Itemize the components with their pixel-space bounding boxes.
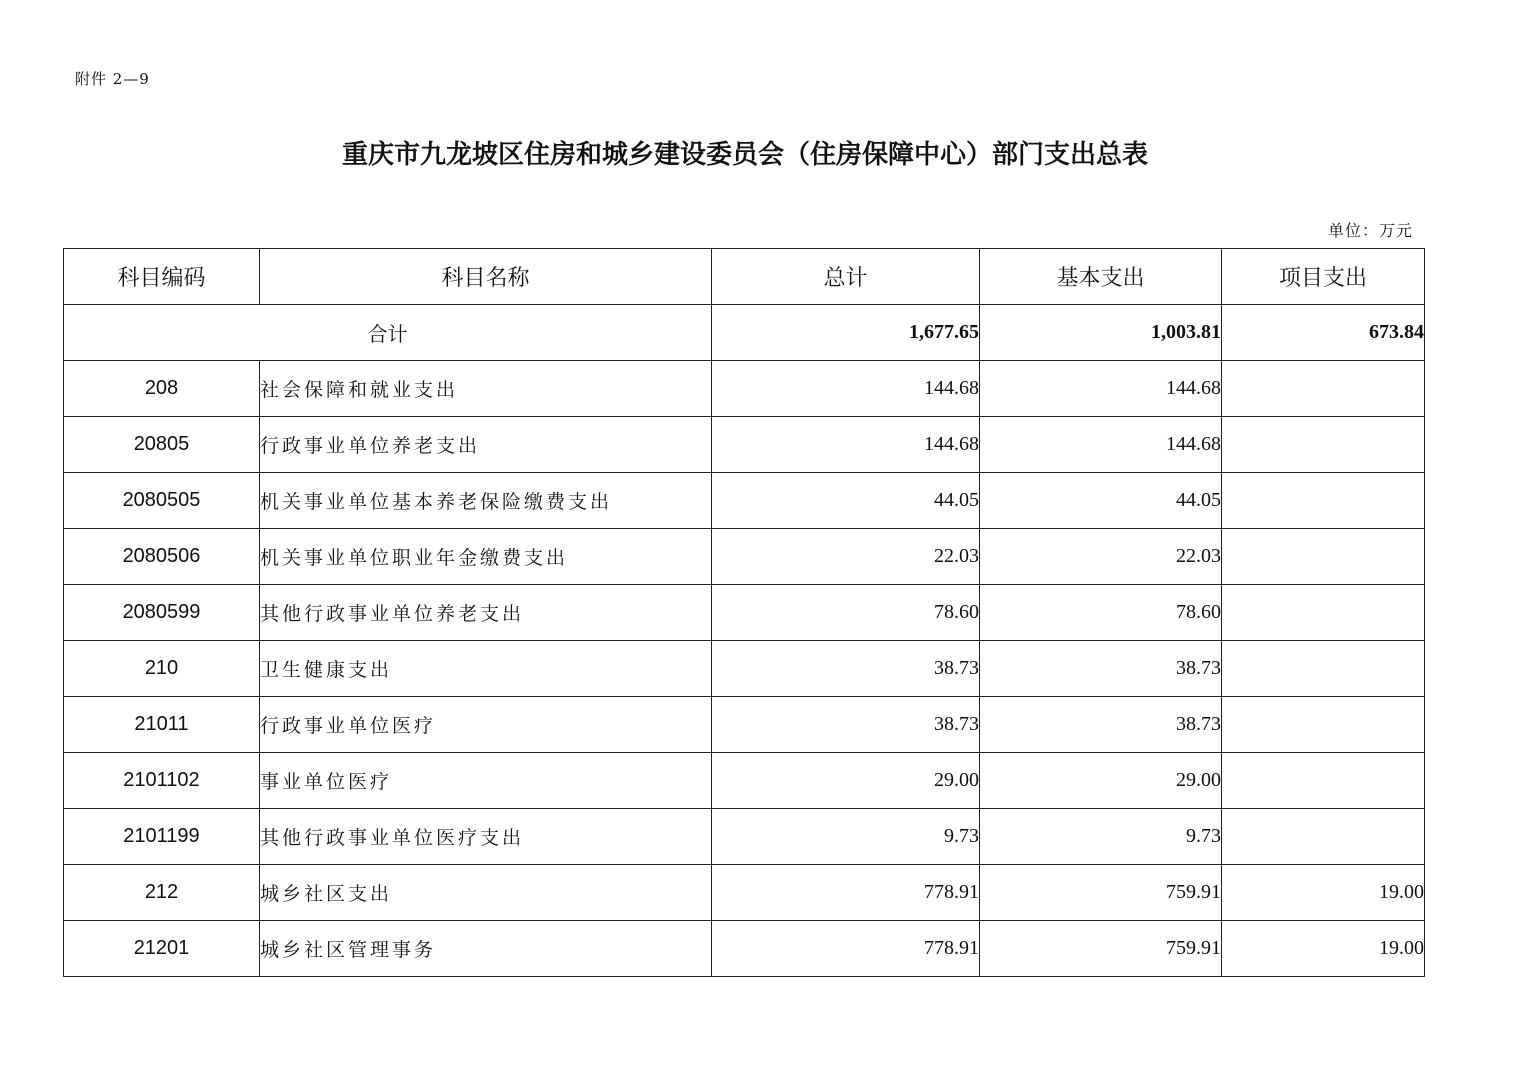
column-header-basic: 基本支出 [980, 249, 1222, 305]
table-row [64, 697, 1425, 753]
row-basic: 144.68 [980, 361, 1222, 417]
row-project [1222, 473, 1425, 529]
table-row [64, 417, 1425, 473]
row-total: 78.60 [712, 585, 980, 641]
table-row [64, 473, 1425, 529]
table-row [64, 641, 1425, 697]
row-project [1222, 809, 1425, 865]
page-title: 重庆市九龙坡区住房和城乡建设委员会（住房保障中心）部门支出总表 [341, 140, 1148, 170]
total-label: 合计 [64, 305, 712, 361]
row-total: 144.68 [712, 417, 980, 473]
row-name: 卫生健康支出 [260, 641, 712, 697]
row-basic: 9.73 [980, 809, 1222, 865]
row-basic: 759.91 [980, 865, 1222, 921]
row-project [1222, 361, 1425, 417]
row-basic: 759.91 [980, 921, 1222, 977]
column-header-code: 科目编码 [64, 249, 260, 305]
table-row [64, 809, 1425, 865]
row-total: 22.03 [712, 529, 980, 585]
unit-label: 单位：万元 [1327, 221, 1413, 240]
column-header-name: 科目名称 [260, 249, 712, 305]
total-project: 673.84 [1222, 305, 1425, 361]
row-name: 行政事业单位医疗 [260, 697, 712, 753]
row-project [1222, 641, 1425, 697]
row-name: 城乡社区管理事务 [260, 921, 712, 977]
row-project: 19.00 [1222, 921, 1425, 977]
row-name: 事业单位医疗 [260, 753, 712, 809]
expenditure-table [63, 248, 1425, 977]
row-code: 2080505 [64, 473, 260, 529]
row-code: 2101199 [64, 809, 260, 865]
row-name: 其他行政事业单位养老支出 [260, 585, 712, 641]
table-row [64, 585, 1425, 641]
total-sum: 1,677.65 [712, 305, 980, 361]
row-total: 778.91 [712, 865, 980, 921]
row-basic: 29.00 [980, 753, 1222, 809]
row-code: 2080506 [64, 529, 260, 585]
row-code: 208 [64, 361, 260, 417]
row-total: 9.73 [712, 809, 980, 865]
table-row [64, 361, 1425, 417]
attachment-label: 附件 2—9 [75, 70, 150, 88]
table-row [64, 865, 1425, 921]
row-name: 社会保障和就业支出 [260, 361, 712, 417]
row-project [1222, 697, 1425, 753]
column-header-total: 总计 [712, 249, 980, 305]
row-name: 机关事业单位基本养老保险缴费支出 [260, 473, 712, 529]
row-code: 2080599 [64, 585, 260, 641]
row-code: 21011 [64, 697, 260, 753]
row-code: 210 [64, 641, 260, 697]
row-name: 城乡社区支出 [260, 865, 712, 921]
row-basic: 38.73 [980, 697, 1222, 753]
total-row [64, 305, 1425, 361]
row-total: 38.73 [712, 641, 980, 697]
row-code: 21201 [64, 921, 260, 977]
row-project [1222, 753, 1425, 809]
row-total: 778.91 [712, 921, 980, 977]
row-basic: 78.60 [980, 585, 1222, 641]
row-total: 29.00 [712, 753, 980, 809]
row-basic: 22.03 [980, 529, 1222, 585]
row-code: 20805 [64, 417, 260, 473]
row-project [1222, 529, 1425, 585]
row-name: 其他行政事业单位医疗支出 [260, 809, 712, 865]
column-header-project: 项目支出 [1222, 249, 1425, 305]
header-row [64, 249, 1425, 305]
row-code: 212 [64, 865, 260, 921]
row-name: 机关事业单位职业年金缴费支出 [260, 529, 712, 585]
row-basic: 44.05 [980, 473, 1222, 529]
row-project [1222, 585, 1425, 641]
table-row [64, 529, 1425, 585]
table-row [64, 753, 1425, 809]
row-code: 2101102 [64, 753, 260, 809]
row-project: 19.00 [1222, 865, 1425, 921]
table-row [64, 921, 1425, 977]
row-basic: 144.68 [980, 417, 1222, 473]
row-basic: 38.73 [980, 641, 1222, 697]
row-total: 44.05 [712, 473, 980, 529]
row-project [1222, 417, 1425, 473]
row-total: 144.68 [712, 361, 980, 417]
row-total: 38.73 [712, 697, 980, 753]
row-name: 行政事业单位养老支出 [260, 417, 712, 473]
total-basic: 1,003.81 [980, 305, 1222, 361]
